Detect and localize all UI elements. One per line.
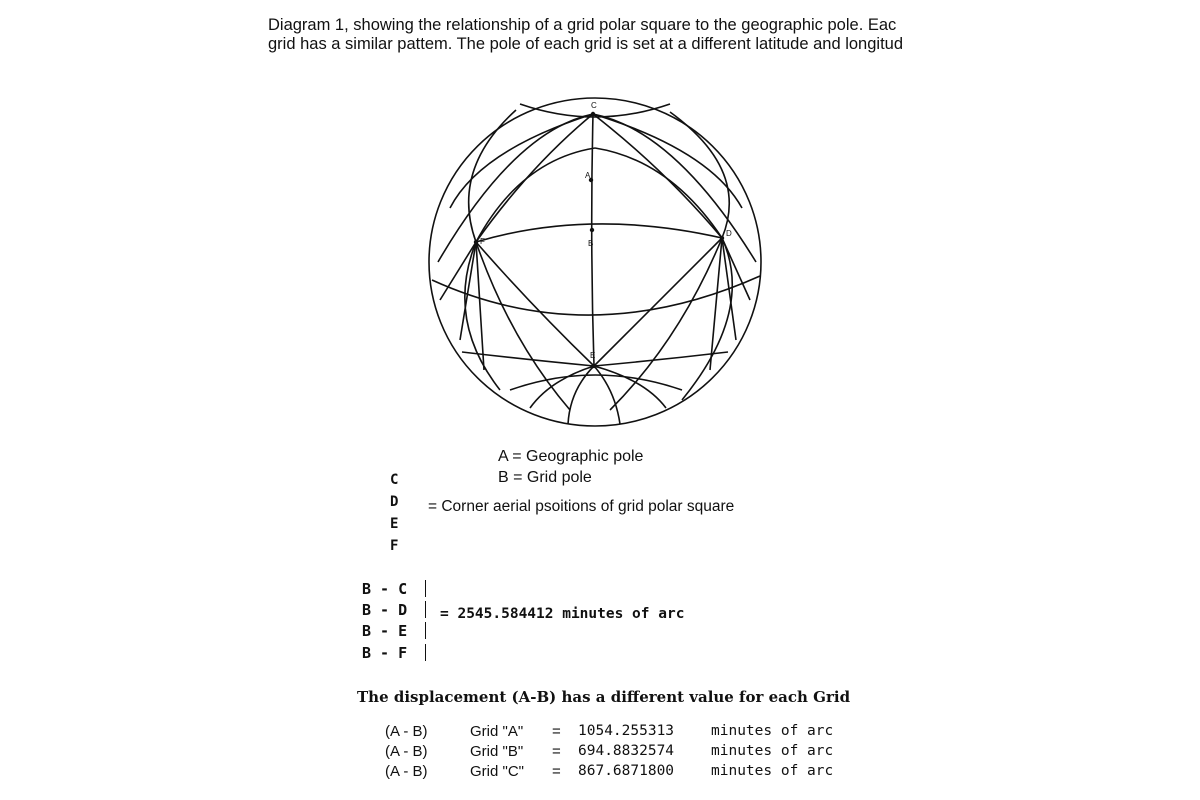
fan-e-4 (594, 366, 666, 408)
distance-pair-b-e: B - E (362, 622, 408, 640)
displacement-title: The displacement (A-B) has a different value for each Grid (357, 688, 851, 706)
distance-definition: = 2545.584412 minutes of arc (440, 606, 685, 622)
caption-line-1: Diagram 1, showing the relationship of a grid polar square to the geographic pole. Eac (268, 16, 897, 34)
point-d-marker (720, 236, 724, 240)
point-b-marker (590, 228, 594, 232)
corner-letter-f: F (390, 538, 399, 554)
point-f-marker (474, 240, 478, 244)
distance-pair-b-f: B - F (362, 644, 408, 662)
bracket-bar-2 (425, 601, 426, 618)
row-pair: (A - B) (385, 763, 428, 780)
legend-grid-pole: B = Grid pole (498, 469, 592, 486)
fan-e-7 (510, 375, 682, 390)
corner-letter-c: C (390, 472, 399, 488)
point-label-b: B (588, 239, 594, 248)
arc-d-1 (670, 112, 729, 238)
caption-line-2: grid has a similar pattem. The pole of each grid is set at a different latitude and longitud (268, 35, 904, 53)
corner-letter-d: D (390, 494, 399, 510)
grid-square-lower-left (476, 242, 594, 366)
equator-arc (476, 224, 722, 242)
point-label-e: E (590, 351, 596, 360)
row-grid: Grid "B" (470, 743, 524, 760)
point-label-a: A (585, 171, 591, 180)
bracket-bar-4 (425, 644, 426, 661)
point-e-marker (592, 364, 596, 368)
legend-geographic-pole: A = Geographic pole (498, 448, 644, 465)
row-unit: minutes of arc (711, 763, 834, 779)
equator-arc-lower (432, 276, 760, 315)
row-unit: minutes of arc (711, 723, 834, 739)
corner-definition: = Corner aerial psoitions of grid polar square (428, 498, 735, 515)
arc-f-3 (476, 148, 595, 242)
point-label-d: D (726, 229, 732, 238)
row-pair: (A - B) (385, 723, 428, 740)
bracket-bar-1 (425, 580, 426, 597)
distance-pair-b-c: B - C (362, 580, 408, 598)
meridian-c-1 (450, 114, 593, 208)
grid-sphere-diagram (420, 90, 780, 430)
grid-square-upper-right (593, 114, 722, 238)
row-pair: (A - B) (385, 743, 428, 760)
table-row (385, 762, 833, 782)
row-grid: Grid "A" (470, 723, 524, 740)
displacement-table (385, 722, 833, 782)
row-value: 867.6871800 (578, 763, 675, 779)
row-equals: = (552, 763, 561, 780)
corner-letter-e: E (390, 516, 399, 532)
row-grid: Grid "C" (470, 763, 524, 780)
row-unit: minutes of arc (711, 743, 834, 759)
point-label-f: F (480, 237, 485, 246)
fan-d-3 (710, 238, 722, 370)
table-row (385, 722, 833, 742)
grid-square-lower-right (594, 238, 722, 366)
table-row (385, 742, 833, 762)
point-label-c: C (591, 101, 597, 110)
meridian-c-4 (593, 114, 756, 262)
row-equals: = (552, 743, 561, 760)
point-c-marker (591, 112, 595, 116)
meridian-c-2 (593, 114, 742, 208)
arc-f-4 (476, 242, 570, 410)
distance-pair-b-d: B - D (362, 601, 408, 619)
row-value: 694.8832574 (578, 743, 675, 759)
fan-e-1 (530, 366, 594, 408)
row-equals: = (552, 723, 561, 740)
row-value: 1054.255313 (578, 723, 675, 739)
diagram-caption (268, 16, 968, 54)
bracket-bar-3 (425, 622, 426, 639)
